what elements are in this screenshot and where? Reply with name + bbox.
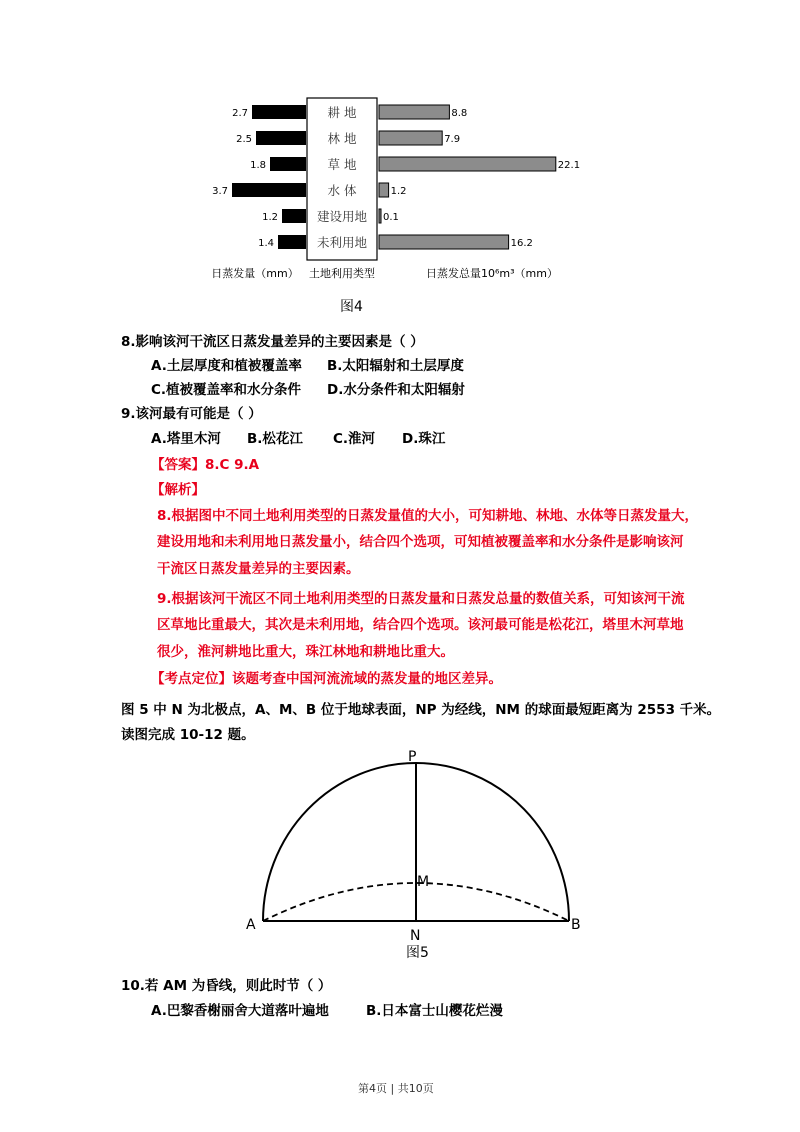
figure4-caption: 图4 <box>340 299 363 315</box>
left-bar-label-5: 1.4 <box>258 238 274 249</box>
point-label-b: B <box>571 917 581 933</box>
category-label-1: 林 地 <box>327 131 357 146</box>
category-label-2: 草 地 <box>327 157 357 172</box>
right-series-label: 日蒸发总量10⁶m³（mm） <box>426 267 558 280</box>
analysis-8-line3: 干流区日蒸发量差异的主要因素。 <box>157 561 360 577</box>
question-9: 9.该河最有可能是（ ） <box>121 406 262 422</box>
right-bar-label-5: 16.2 <box>510 238 533 249</box>
right-bar-2 <box>379 157 556 171</box>
left-bar-5 <box>278 235 306 249</box>
question-8: 8.影响该河干流区日蒸发量差异的主要因素是（ ） <box>121 334 424 350</box>
point-label-p: P <box>408 749 417 765</box>
q9-option-a: A.塔里木河 <box>151 431 221 447</box>
right-bar-label-2: 22.1 <box>557 160 581 171</box>
left-bar-1 <box>256 131 306 145</box>
category-label-0: 耕 地 <box>327 105 357 120</box>
category-label-4: 建设用地 <box>316 209 368 224</box>
analysis-8-line1: 8.根据图中不同土地利用类型的日蒸发量值的大小，可知耕地、林地、水体等日蒸发量大， <box>157 508 699 524</box>
right-bar-4 <box>379 209 381 223</box>
question-10: 10.若 AM 为昏线，则此时节（ ） <box>121 978 332 994</box>
right-bar-label-3: 1.2 <box>390 186 407 197</box>
q9-option-d: D.珠江 <box>402 431 446 447</box>
left-series-label: 日蒸发量（mm） <box>211 267 299 280</box>
left-bar-label-1: 2.5 <box>236 134 252 145</box>
center-axis-label: 土地利用类型 <box>309 267 375 280</box>
point-label-a: A <box>246 917 256 933</box>
analysis-9-line1: 9.根据该河干流区不同土地利用类型的日蒸发量和日蒸发总量的数值关系，可知该河干流 <box>157 591 685 607</box>
left-bar-label-2: 1.8 <box>250 160 266 171</box>
figure5-diagram <box>240 745 600 960</box>
q10-option-a: A.巴黎香榭丽舍大道落叶遍地 <box>151 1003 329 1019</box>
left-bar-4 <box>282 209 306 223</box>
left-bar-2 <box>270 157 306 171</box>
answer-line: 【答案】8.C 9.A <box>151 457 260 473</box>
left-bar-3 <box>232 183 306 197</box>
q8-option-a: A.土层厚度和植被覆盖率 <box>151 358 302 374</box>
point-label-n: N <box>410 928 421 944</box>
category-label-5: 未利用地 <box>316 235 368 250</box>
left-bar-label-0: 2.7 <box>232 108 248 119</box>
figure5-intro-line1: 图 5 中 N 为北极点，A、M、B 位于地球表面，NP 为经线，NM 的球面最短距离为 2553 千米。 <box>121 702 721 718</box>
q9-option-b: B.松花江 <box>247 431 303 447</box>
right-bar-label-0: 8.8 <box>451 108 468 119</box>
figure5-caption: 图5 <box>406 945 429 960</box>
figure4-chart <box>200 95 600 295</box>
q8-option-c: C.植被覆盖率和水分条件 <box>151 382 302 398</box>
q8-option-b: B.太阳辐射和土层厚度 <box>327 358 464 374</box>
category-label-3: 水 体 <box>327 183 357 198</box>
q9-option-c: C.淮河 <box>333 431 376 447</box>
q8-option-d: D.水分条件和太阳辐射 <box>327 382 465 398</box>
q10-option-b: B.日本富士山樱花烂漫 <box>366 1003 503 1019</box>
left-bar-0 <box>252 105 306 119</box>
analysis-9-line2: 区草地比重最大，其次是未利用地，结合四个选项。该河最可能是松花江，塔里木河草地 <box>157 617 684 633</box>
right-bar-5 <box>379 235 509 249</box>
right-bar-0 <box>379 105 449 119</box>
right-bar-label-4: 0.1 <box>383 212 399 223</box>
analysis-8-line2: 建设用地和未利用地日蒸发量小，结合四个选项，可知植被覆盖率和水分条件是影响该河 <box>157 534 684 550</box>
right-bar-3 <box>379 183 389 197</box>
right-bar-1 <box>379 131 442 145</box>
figure5-intro-line2: 读图完成 10-12 题。 <box>121 727 255 743</box>
point-label-m: M <box>417 874 430 890</box>
exam-point: 【考点定位】该题考查中国河流流域的蒸发量的地区差异。 <box>151 671 502 687</box>
right-bar-label-1: 7.9 <box>444 134 461 145</box>
left-bar-label-3: 3.7 <box>212 186 228 197</box>
page-footer: 第4页 | 共10页 <box>358 1082 434 1095</box>
left-bar-label-4: 1.2 <box>262 212 278 223</box>
analysis-title: 【解析】 <box>151 482 205 498</box>
analysis-9-line3: 很少，淮河耕地比重大，珠江林地和耕地比重大。 <box>157 644 454 660</box>
